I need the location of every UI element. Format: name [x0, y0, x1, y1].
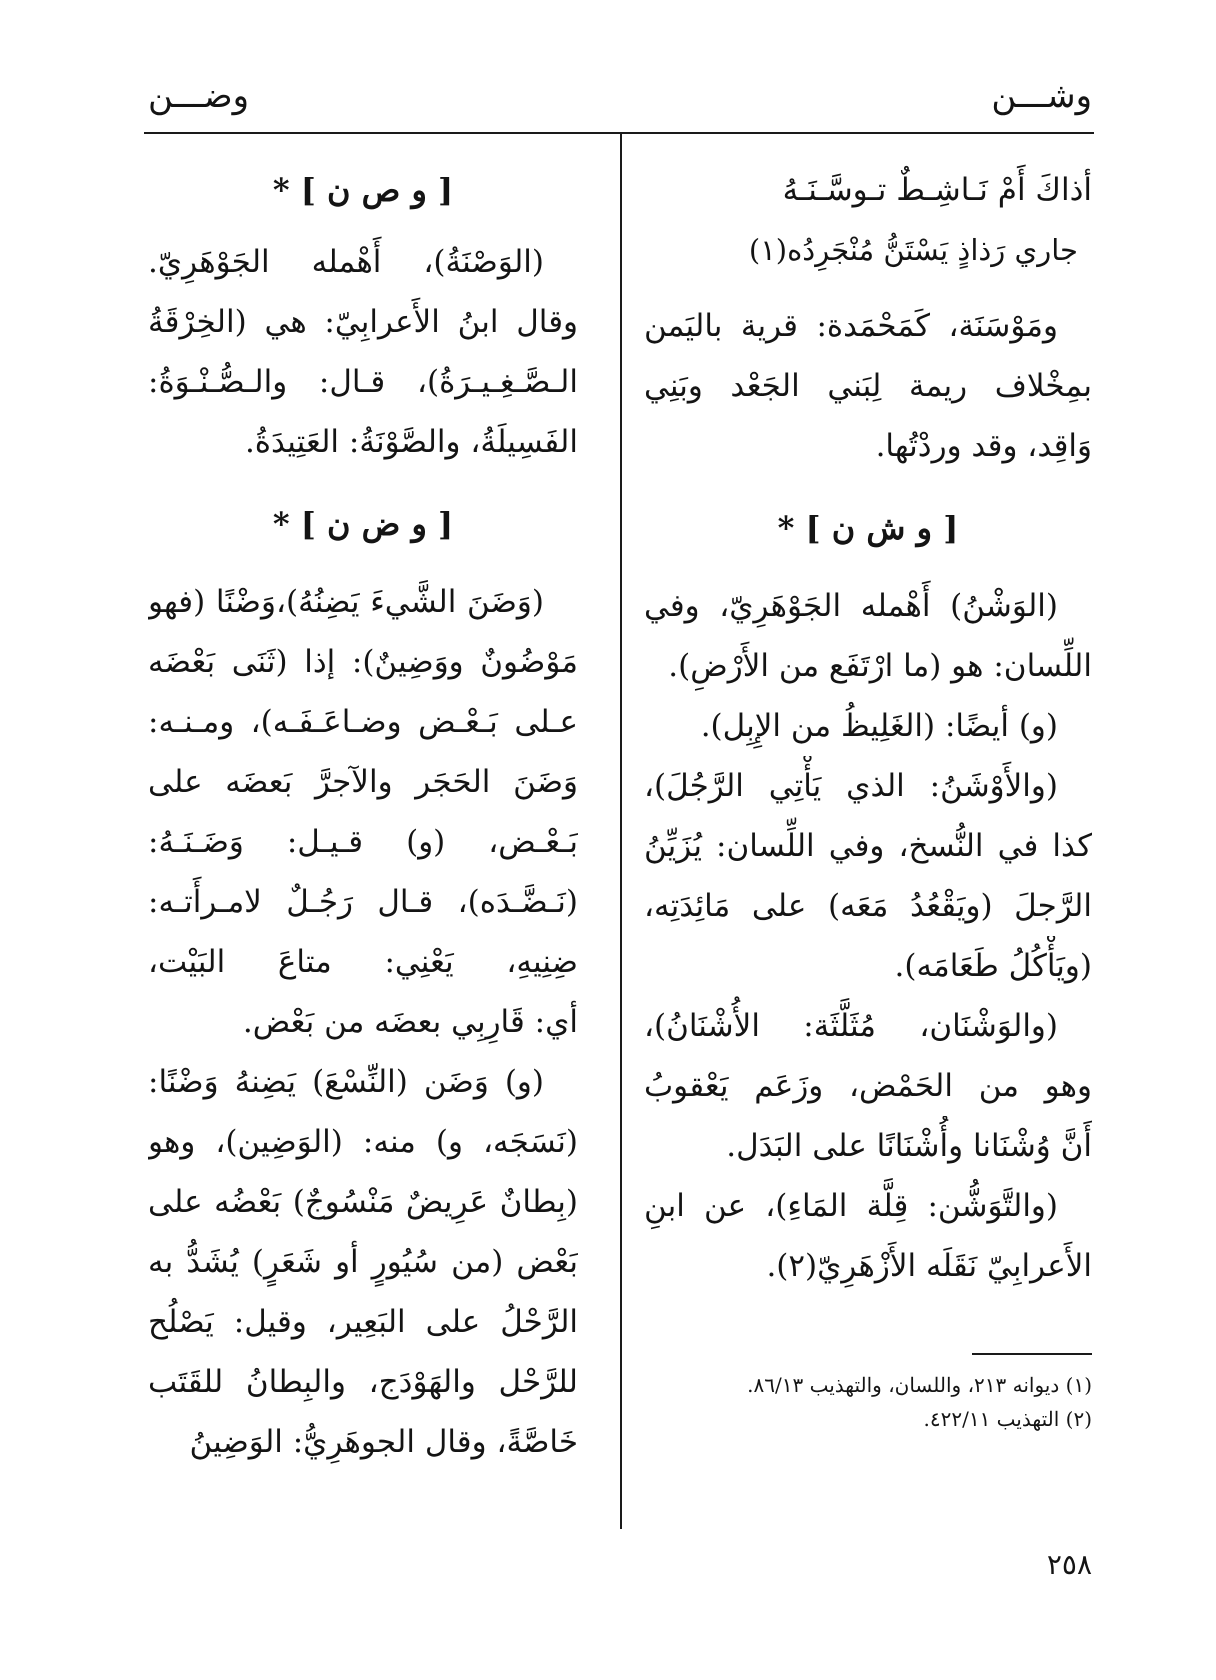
text-line: الرَّجلَ (ويَقْعُدُ مَعَه) على مَائِدَتِه، [644, 888, 1092, 924]
text-line: (والتَّوَشُّن: قِلَّة المَاءِ)، عن ابنِ [644, 1188, 1058, 1224]
text-line: وهو من الحَمْض، وزَعَم يَعْقوبُ [644, 1068, 1092, 1104]
footnotes [622, 1368, 1092, 1436]
paragraph [644, 576, 1092, 696]
text-line: (و) أيضًا: (الغَلِيظُ من الإِبِل). [700, 708, 1058, 744]
paragraph [644, 756, 1092, 996]
paragraph [644, 996, 1092, 1176]
text-line: خَاصَّةً، وقال الجوهَرِيُّ: الوَضِينُ [189, 1424, 578, 1460]
paragraph [644, 1176, 1092, 1296]
text-line: أي: قَارِبِي بعضَه من بَعْض. [242, 1004, 578, 1040]
text-line: وَضَنَ الحَجَر والآجرَّ بَعضَه على [148, 764, 578, 800]
entry-heading-wsn: [ و ص ن ] * [272, 171, 454, 209]
paragraph [148, 572, 578, 1052]
text-line: (وَضَنَ الشَّيءَ يَضِنُهُ)،وَضْنًا (فهو [148, 584, 544, 620]
text-line: ضِنِيهِ، يَعْنِي: متاعَ البَيْت، [148, 944, 578, 980]
paragraph [644, 696, 1092, 756]
paragraph [644, 296, 1092, 476]
text-line: مَوْضُونٌ ووَضِينٌ): إذا (ثَنَى بَعْضَه [148, 644, 578, 680]
running-head-right: وشـــن [991, 76, 1092, 116]
text-line: ومَوْسَنَة، كَمَحْمَدة: قرية باليَمن [644, 308, 1058, 344]
text-line: الأَعرابِيّ نَقَلَه الأَزْهَرِيّ(٢). [766, 1248, 1092, 1284]
text-line: الرَّحْلُ على البَعِير، وقيل: يَصْلُح [148, 1304, 578, 1340]
text-line: كذا في النُّسخ، وفي اللِّسان: يُزَيِّنُ [644, 828, 1092, 864]
right-column [644, 160, 1092, 1296]
text-line: عـلى بَـعْـض وضـاعَـفَـه)، ومـنـه: [148, 704, 578, 740]
paragraph [148, 232, 578, 472]
column-divider [620, 134, 622, 1529]
text-line: (الوَشْنُ) أَهْمله الجَوْهَرِيّ، وفي [644, 588, 1058, 624]
footnote: (٢) التهذيب ٤٢٢/١١. [923, 1407, 1092, 1431]
text-line: (و) وَضَن (النِّسْعَ) يَضِنهُ وَضْنًا: [148, 1064, 544, 1100]
text-line: وقال ابنُ الأَعرابِيّ: هي (الخِرْقَةُ [148, 304, 578, 340]
text-line: الفَسِيلَةُ، والصَّوْنَةُ: العَتِيدَةُ. [244, 424, 578, 460]
text-line: وَاقِد، وقد وردْتُها. [875, 428, 1092, 464]
footnote-rule [972, 1353, 1092, 1355]
text-line: للرَّحْل والهَوْدَج، والبِطانُ للقَتَب [148, 1364, 578, 1400]
paragraph [148, 1052, 578, 1472]
text-line: (والوَشْنَان، مُثَلَّثَة: الأُشْنَانُ)، [644, 1008, 1058, 1044]
text-line: الـصَّـغِـيـرَةُ)، قـال: والـصُّـنْـوَةُ: [148, 364, 578, 400]
text-line: (نَـضَّـدَه)، قـال رَجُـلٌ لامـرأَتـه: [148, 884, 578, 920]
verse-line: جاري رَذاذٍ يَسْتَنُّ مُنْجَرِدُه(١) [748, 233, 1078, 267]
text-line: اللِّسان: هو (ما ارْتَفَع من الأَرْضِ). [668, 648, 1092, 684]
running-head-left: وضـــن [148, 76, 250, 116]
text-line: (بِطانٌ عَرِيضٌ مَنْسُوجٌ) بَعْضُه على [148, 1184, 578, 1220]
text-line: بَـعْـض، (و) قـيـل: وَضَـنَـهُ: [148, 824, 578, 860]
verse-line: أذاكَ أَمْ نَـاشِـطٌ تـوسَّـنَـهُ [782, 172, 1092, 208]
text-line: بَعْض (من سُيُورٍ أو شَعَرٍ) يُشَدُّ به [148, 1244, 578, 1280]
text-line: (الوَصْنَةُ)، أَهْمله الجَوْهَرِيّ. [148, 244, 544, 280]
text-line: (ويَأْكُلُ طَعَامَه). [894, 948, 1092, 984]
footnote: (١) ديوانه ٢١٣، واللسان، والتهذيب ٨٦/١٣. [747, 1373, 1092, 1397]
entry-heading-wshn: [ و ش ن ] * [777, 509, 959, 547]
left-column [148, 160, 578, 1472]
text-line: (والأَوْشَنُ: الذي يَأْتِي الرَّجُلَ)، [644, 768, 1058, 804]
header-rule [144, 132, 1094, 134]
text-line: (نَسَجَه، و) منه: (الوَضِين)، وهو [148, 1124, 578, 1160]
entry-heading-wdn: [ و ض ن ] * [272, 505, 454, 543]
text-line: أَنَّ وُشْنَانا وأُشْنَانًا على البَدَل. [726, 1128, 1092, 1164]
page-number: ٢٥٨ [1046, 1548, 1092, 1581]
text-line: بمِخْلاف ريمة لِبَني الجَعْد وبَنِي [644, 368, 1092, 404]
